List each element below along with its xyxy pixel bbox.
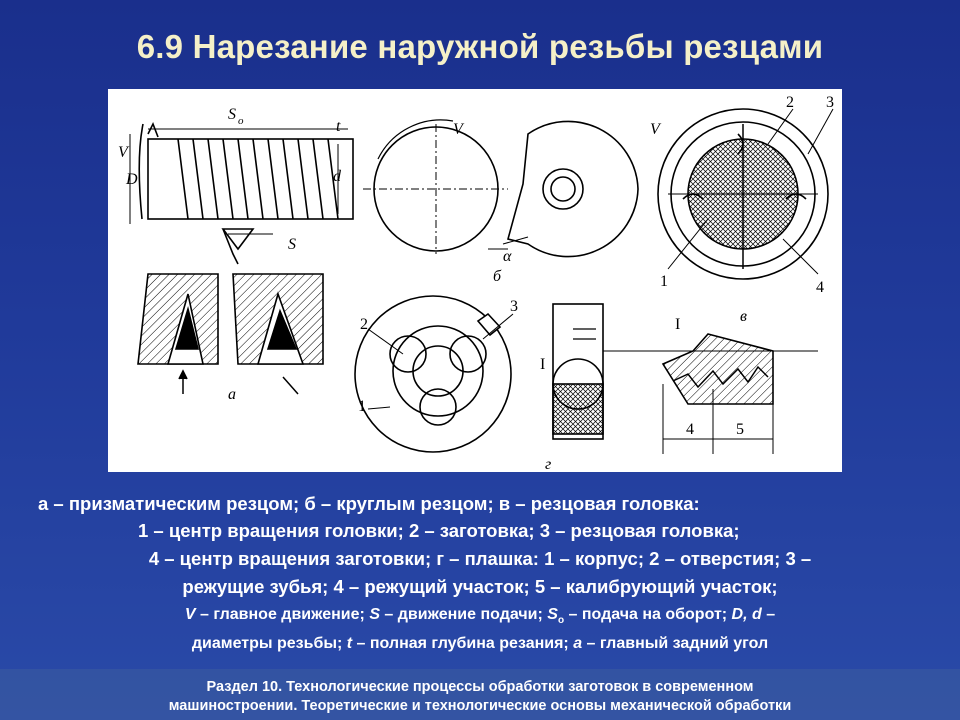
label-3-v: 3: [826, 94, 834, 111]
caption-line-5: [18, 606, 942, 626]
caption-alpha: а: [573, 635, 583, 652]
label-1-v: 1: [660, 273, 668, 290]
label-alpha: α: [503, 248, 512, 265]
caption-line6-c: – главный задний угол: [582, 635, 769, 652]
caption-line-3: 4 – центр вращения заготовки; г – плашка: 1 – корпус; 2 – отверстия; 3 –: [148, 548, 812, 569]
label-d-small: d: [333, 168, 341, 185]
caption-so: S: [547, 606, 558, 623]
label-4-g: 4: [686, 421, 694, 438]
label-v-a: V: [118, 144, 128, 161]
caption-s: S: [369, 606, 380, 623]
footer: [0, 678, 960, 716]
label-g-letter: г: [545, 456, 552, 472]
caption-line5-c: – подача на оборот;: [564, 606, 732, 623]
label-5-g: 5: [736, 421, 744, 438]
caption-line5-a: – главное движение;: [195, 606, 370, 623]
panel-v-cutter-head: [658, 109, 833, 279]
label-i-g1: I: [540, 356, 546, 373]
label-so: S: [228, 106, 236, 123]
panel-a-workpiece: [130, 124, 353, 394]
label-3-g: 3: [510, 298, 518, 315]
caption-t: t: [346, 635, 353, 652]
panel-b-round-cutter: [363, 120, 638, 257]
label-so-sub: o: [238, 115, 244, 127]
label-4-v: 4: [816, 279, 824, 296]
caption-line-1: а – призматическим резцом; б – круглым резцом; в – резцовая головка:: [38, 493, 700, 514]
label-a-letter: а: [228, 386, 236, 403]
caption-line5-b: – движение подачи;: [379, 606, 548, 623]
label-2-v: 2: [786, 94, 794, 111]
label-s-feed: S: [288, 236, 296, 253]
caption-line-6: [18, 635, 942, 653]
label-i-g2: I: [675, 316, 681, 333]
footer-line-2: машиностроении. Теоретические и технологические основы механической обработки: [168, 698, 792, 714]
label-v-letter: в: [740, 308, 747, 325]
technical-drawing: [108, 89, 842, 472]
caption-line6-a: диаметры резьбы;: [191, 635, 347, 652]
slide-title: 6.9 Нарезание наружной резьбы резцами: [136, 28, 824, 65]
label-t: t: [336, 118, 341, 135]
caption-line-2: 1 – центр вращения головки; 2 – заготовка; 3 – резцовая головка;: [138, 520, 740, 541]
label-v-b: V: [453, 121, 463, 138]
footer-line-1: Раздел 10. Технологические процессы обработки заготовок в современном: [206, 679, 754, 695]
caption-so-sub: o: [557, 615, 565, 627]
label-1-g: 1: [358, 398, 366, 415]
caption-line5-d: –: [761, 606, 776, 623]
caption-v: V: [184, 606, 196, 623]
caption-dd: D, d: [731, 606, 762, 623]
thread-cutting-figure: [108, 89, 842, 472]
label-v-v: V: [650, 121, 660, 138]
label-b: б: [493, 268, 502, 285]
label-2-g: 2: [360, 316, 368, 333]
caption-line6-b: – полная глубина резания;: [352, 635, 574, 652]
panel-g-die: [355, 296, 818, 454]
caption-line-4: режущие зубья; 4 – режущий участок; 5 – калибрующий участок;: [182, 576, 778, 597]
label-d-big: D: [126, 171, 138, 188]
